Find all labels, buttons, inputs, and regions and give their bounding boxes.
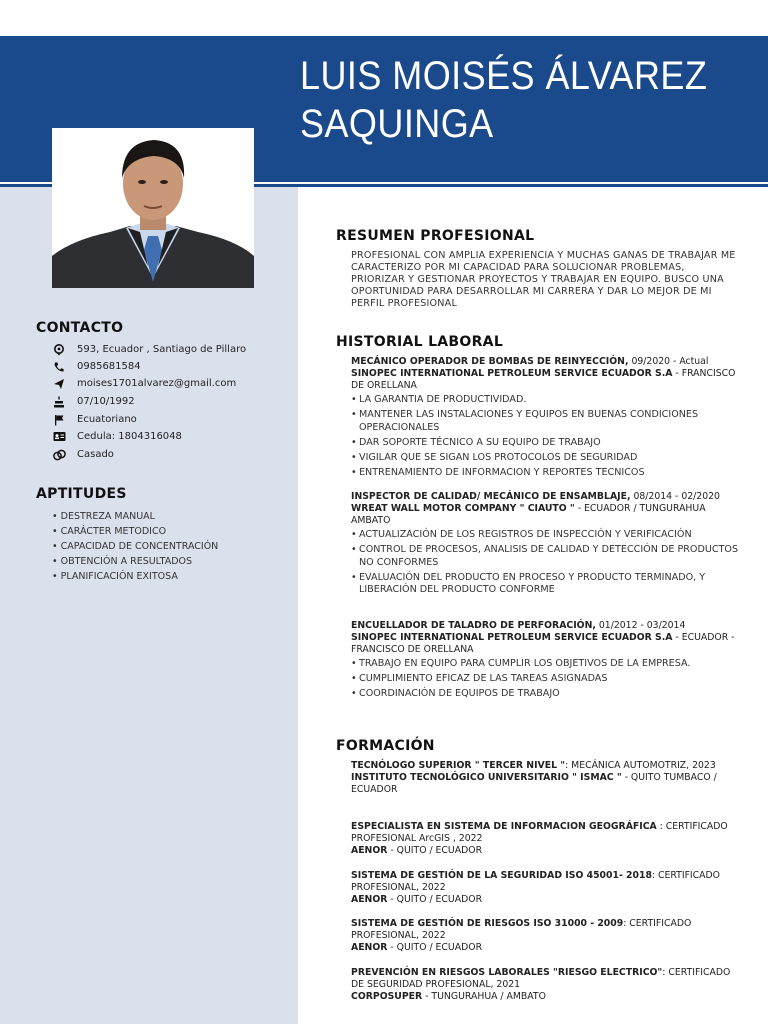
name-line-2: SAQUINGA: [300, 102, 494, 146]
education-entry: TECNÓLOGO SUPERIOR " TERCER NIVEL ": MECÁNICA AUTOMOTRIZ, 2023 INSTITUTO TECNOLÓGICO UNIVERSITARIO " ISMAC " - QUITO TUMBACO / ECUADOR: [351, 760, 717, 795]
name-line-1: LUIS MOISÉS ÁLVAREZ: [300, 54, 708, 98]
contact-title: CONTACTO: [36, 320, 124, 336]
contact-address: 593, Ecuador , Santiago de Pillaro: [52, 341, 246, 358]
location-icon: [52, 343, 66, 357]
job-company: SINOPEC INTERNATIONAL PETROLEUM SERVICE ECUADOR S.A - ECUADOR - FRANCISCO DE ORELLANA: [351, 632, 735, 655]
education-entry: SISTEMA DE GESTIÓN DE LA SEGURIDAD ISO 45001- 2018: CERTIFICADO PROFESIONAL, 2022 AENOR - QUITO / ECUADOR: [351, 870, 720, 905]
job-company: WREAT WALL MOTOR COMPANY " CIAUTO " - ECUADOR / TUNGURAHUA AMBATO: [351, 503, 706, 526]
job-heading: MECÁNICO OPERADOR DE BOMBAS DE REINYECCIÓN, 09/2020 - Actual: [351, 356, 709, 367]
list-item: • ENTRENAMIENTO DE INFORMACION Y REPORTES TECNICOS: [351, 467, 741, 480]
send-icon: [52, 377, 66, 391]
education-entry: ESPECIALISTA EN SISTEMA DE INFORMACION GEOGRÁFICA : CERTIFICADO PROFESIONAL ArcGIS , 2022 AENOR - QUITO / ECUADOR: [351, 821, 728, 856]
id-card-icon: [52, 430, 66, 444]
contact-nationality: Ecuatoriano: [52, 411, 137, 428]
historial-title: HISTORIAL LABORAL: [336, 334, 504, 350]
job-duties: [351, 658, 741, 701]
contact-email: moises1701alvarez@gmail.com: [52, 375, 236, 392]
resumen-title: RESUMEN PROFESIONAL: [336, 228, 535, 244]
list-item: • DAR SOPORTE TÉCNICO A SU EQUIPO DE TRABAJO: [351, 437, 741, 450]
job-duties: [351, 394, 741, 479]
list-item: • EVALUACIÓN DEL PRODUCTO EN PROCESO Y PRODUCTO TERMINADO, Y LIBERACIÓN DEL PRODUCTO CONFORME: [351, 572, 741, 597]
contact-id: Cedula: 1804316048: [52, 428, 182, 445]
job-heading: ENCUELLADOR DE TALADRO DE PERFORACIÓN, 01/2012 - 03/2014: [351, 620, 686, 631]
list-item: • LA GARANTIA DE PRODUCTIVIDAD.: [351, 394, 741, 407]
list-item: • CONTROL DE PROCESOS, ANALISIS DE CALIDAD Y DETECCIÓN DE PRODUCTOS NO CONFORMES: [351, 544, 741, 569]
list-item: • ACTUALIZACIÓN DE LOS REGISTROS DE INSPECCIÓN Y VERIFICACIÓN: [351, 529, 741, 542]
aptitude-item: • PLANIFICACIÓN EXITOSA: [52, 571, 178, 582]
contact-birthdate: 07/10/1992: [52, 393, 135, 410]
job-heading: INSPECTOR DE CALIDAD/ MECÁNICO DE ENSAMBLAJE, 08/2014 - 02/2020: [351, 491, 720, 502]
education-entry: PREVENCIÓN EN RIESGOS LABORALES "RIESGO ELECTRICO": CERTIFICADO DE SEGURIDAD PROFESIONAL, 2021 CORPOSUPER - TUNGURAHUA / AMBATO: [351, 967, 731, 1002]
phone-icon: [52, 360, 66, 374]
aptitude-item: • DESTREZA MANUAL: [52, 511, 155, 522]
aptitudes-title: APTITUDES: [36, 486, 127, 502]
cake-icon: [52, 395, 66, 409]
aptitude-item: • OBTENCIÓN A RESULTADOS: [52, 556, 193, 567]
resumen-text: PROFESIONAL CON AMPLIA EXPERIENCIA Y MUCHAS GANAS DE TRABAJAR ME CARACTERIZO POR MI CAPACIDAD PARA SOLUCIONAR PROBLEMAS, PRIORIZAR Y GESTIONAR PROYECTOS Y TRABAJAR EN EQUIPO. BUSCO UNA OPORTUNIDAD PARA DESARROLLAR MI CARRERA Y DAR LO MEJOR DE MI PERFIL PROFESIONAL: [351, 250, 736, 309]
list-item: • TRABAJO EN EQUIPO PARA CUMPLIR LOS OBJETIVOS DE LA EMPRESA.: [351, 658, 741, 671]
job-entry: [351, 620, 741, 703]
list-item: • MANTENER LAS INSTALACIONES Y EQUIPOS EN BUENAS CONDICIONES OPERACIONALES: [351, 409, 741, 434]
sidebar: [0, 187, 298, 1024]
aptitude-item: • CAPACIDAD DE CONCENTRACIÓN: [52, 541, 219, 552]
list-item: • VIGILAR QUE SE SIGAN LOS PROTOCOLOS DE SEGURIDAD: [351, 452, 741, 465]
contact-phone: 0985681584: [52, 358, 141, 375]
list-item: • COORDINACIÓN DE EQUIPOS DE TRABAJO: [351, 688, 741, 701]
profile-photo: [52, 128, 254, 288]
contact-marital-status: Casado: [52, 446, 114, 463]
formacion-title: FORMACIÓN: [336, 738, 435, 754]
aptitude-item: • CARÁCTER METODICO: [52, 526, 167, 537]
job-entry: [351, 356, 741, 482]
list-item: • CUMPLIMIENTO EFICAZ DE LAS TAREAS ASIGNADAS: [351, 673, 741, 686]
job-duties: [351, 529, 741, 597]
education-entry: SISTEMA DE GESTIÓN DE RIESGOS ISO 31000 - 2009: CERTIFICADO PROFESIONAL, 2022 AENOR - QUITO / ECUADOR: [351, 918, 692, 953]
job-company: SINOPEC INTERNATIONAL PETROLEUM SERVICE ECUADOR S.A - FRANCISCO DE ORELLANA: [351, 368, 736, 391]
job-entry: [351, 491, 741, 599]
rings-icon: [52, 448, 66, 462]
flag-icon: [52, 413, 66, 427]
candidate-name: [300, 52, 707, 148]
